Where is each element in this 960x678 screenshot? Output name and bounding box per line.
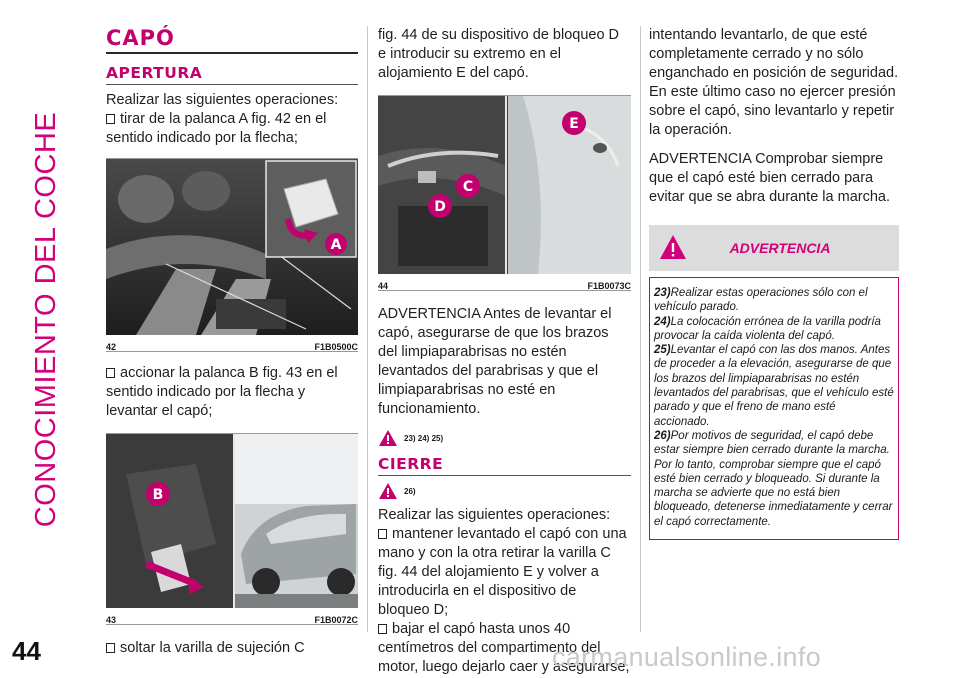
step-item <box>106 110 358 148</box>
figure-code: F1B0500C <box>314 342 358 352</box>
figure-code: F1B0072C <box>314 615 358 625</box>
warning-note <box>654 315 894 344</box>
warning-paragraph: ADVERTENCIA Comprobar siempre que el capó esté bien cerrado para evitar que se abra durante la marcha. <box>649 151 890 205</box>
figure-caption <box>106 613 358 629</box>
references-text: 26) <box>404 486 416 496</box>
references-text: 23) 24) 25) <box>404 433 444 443</box>
warning-triangle-icon <box>659 234 687 260</box>
watermark: carmanualsonline.info <box>552 642 821 672</box>
subsection-rule <box>378 475 631 476</box>
page-number: 44 <box>12 636 41 666</box>
step-item <box>106 364 358 421</box>
step-item <box>106 639 358 658</box>
figure-44 <box>378 95 631 291</box>
note-references <box>378 429 631 447</box>
figure-caption <box>378 279 631 295</box>
step-text: mantener levantado el capó con una mano y con la otra retirar la varilla C fig. 44 del alojamiento E y volver a introducirla en el dispositivo de bloqueo D; <box>378 526 627 618</box>
column-1 <box>106 26 358 658</box>
figure-42 <box>106 158 358 352</box>
step-text: bajar el capó hasta unos 40 centímetros del compartimento del motor, luego dejarlo caer y asegurarse, <box>378 621 630 675</box>
figure-42-image <box>106 159 358 335</box>
figure-code: F1B0073C <box>587 281 631 291</box>
subsection-title-apertura: APERTURA <box>106 64 203 82</box>
figure-number: 42 <box>106 342 117 352</box>
warning-box-title: ADVERTENCIA <box>729 240 831 256</box>
callout-d: D <box>434 199 446 215</box>
callout-a: A <box>330 237 342 253</box>
figure-number: 43 <box>106 615 117 625</box>
callout-b: B <box>152 487 164 503</box>
section-title: CAPÓ <box>106 26 175 50</box>
warning-triangle-icon <box>378 429 398 447</box>
note-number: 26) <box>654 429 671 442</box>
column-divider-2 <box>640 26 641 632</box>
checkbox-square-icon <box>106 114 115 124</box>
step-text: accionar la palanca B fig. 43 en el sentido indicado por la flecha y levantar el capó; <box>106 365 338 419</box>
note-number: 23) <box>654 287 671 299</box>
step-item <box>378 525 631 620</box>
paragraph: fig. 44 de su dispositivo de bloqueo D e introducir su extremo en el alojamiento E del capó. <box>378 27 620 81</box>
column-divider-1 <box>367 26 368 632</box>
checkbox-square-icon <box>106 368 115 378</box>
figure-number: 44 <box>378 281 389 291</box>
subsection-rule <box>106 84 358 85</box>
note-number: 24) <box>654 315 671 328</box>
figure-43-image <box>106 434 358 608</box>
warning-box <box>649 277 899 540</box>
note-text: La colocación errónea de la varilla podría provocar la caída violenta del capó. <box>654 315 881 342</box>
callout-c: C <box>462 179 474 195</box>
warning-paragraph: ADVERTENCIA Antes de levantar el capó, asegurarse de que los brazos del limpiaparabrisas no estén levantados del parabrisas y que el limpiaparabrisas no esté en funcionamiento. <box>378 306 612 417</box>
paragraph: intentando levantarlo, de que esté completamente cerrado y no sólo enganchado en posición de seguridad. En este último caso no ejercer presión sobre el capó, sino levantarlo y repetir la operación. <box>649 27 899 138</box>
warning-note <box>654 286 894 315</box>
intro-text: Realizar las siguientes operaciones: <box>378 507 611 523</box>
note-text: Por motivos de seguridad, el capó debe estar siempre bien cerrado durante la marcha. Por lo tanto, comprobar siempre que el capó esté bien cerrado y bloqueado. Si durante la marcha se advierte que no está bien bloqueado, detenerse inmediatamente y cerrar el capó correctamente. <box>654 429 893 528</box>
checkbox-square-icon <box>106 643 115 653</box>
chapter-side-title-text: CONOCIMIENTO DEL COCHE <box>30 111 63 527</box>
column-2 <box>378 26 631 677</box>
note-number: 25) <box>654 344 671 357</box>
subsection-title-cierre: CIERRE <box>378 455 444 473</box>
chapter-side-title <box>22 14 72 624</box>
warning-box-header <box>649 225 899 271</box>
note-references <box>378 482 631 500</box>
callout-e: E <box>569 116 579 132</box>
warning-triangle-icon <box>378 482 398 500</box>
step-text: soltar la varilla de sujeción C <box>120 640 305 656</box>
checkbox-square-icon <box>378 624 387 634</box>
figure-44-image <box>378 96 631 274</box>
figure-caption <box>106 340 358 356</box>
intro-text: Realizar las siguientes operaciones: <box>106 92 339 108</box>
column-3 <box>649 26 899 540</box>
warning-note <box>654 429 894 529</box>
checkbox-square-icon <box>378 529 387 539</box>
figure-43 <box>106 433 358 625</box>
step-text: tirar de la palanca A fig. 42 en el sentido indicado por la flecha; <box>106 111 327 146</box>
warning-note <box>654 343 894 429</box>
note-text: Levantar el capó con las dos manos. Antes de proceder a la elevación, asegurarse de que los brazos del limpiaparabrisas no estén levantados del parabrisas, que el vehículo esté parado y que el freno de mano esté accionado. <box>654 344 894 428</box>
section-title-rule <box>106 52 358 54</box>
note-text: Realizar estas operaciones sólo con el vehículo parado. <box>654 287 868 314</box>
